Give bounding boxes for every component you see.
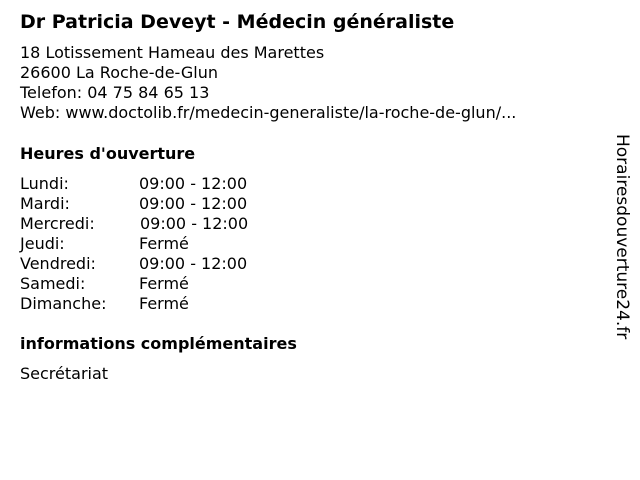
hours-row-thursday <box>20 234 248 254</box>
day-label: Jeudi: <box>20 234 65 253</box>
day-label: Dimanche: <box>20 294 107 313</box>
day-hours: 09:00 - 12:00 <box>139 194 248 213</box>
hours-row-saturday <box>20 274 248 294</box>
hours-row-wednesday <box>20 214 248 234</box>
site-brand-watermark: Horairesdouverture24.fr <box>612 134 632 340</box>
address-block <box>20 43 516 123</box>
city-address: 26600 La Roche-de-Glun <box>20 63 219 82</box>
page-title: Dr Patricia Deveyt - Médecin généraliste <box>20 11 455 33</box>
day-hours: Fermé <box>139 294 189 313</box>
hours-row-sunday <box>20 294 248 314</box>
day-label: Mardi: <box>20 194 70 213</box>
street-address: 18 Lotissement Hameau des Marettes <box>20 43 325 62</box>
day-hours: 09:00 - 12:00 <box>139 254 248 273</box>
day-label: Vendredi: <box>20 254 96 273</box>
day-hours: Fermé <box>139 234 189 253</box>
day-hours: 09:00 - 12:00 <box>140 214 249 233</box>
hours-row-monday <box>20 174 248 194</box>
hours-row-tuesday <box>20 194 248 214</box>
website-url: Web: www.doctolib.fr/medecin-generaliste/la-roche-de-glun/... <box>20 103 517 122</box>
day-label: Lundi: <box>20 174 69 193</box>
additional-info-heading: informations complémentaires <box>20 334 297 353</box>
day-label: Mercredi: <box>20 214 95 233</box>
day-hours: Fermé <box>139 274 189 293</box>
additional-info-text: Secrétariat <box>20 364 109 383</box>
opening-hours-heading: Heures d'ouverture <box>20 144 196 163</box>
hours-row-friday <box>20 254 248 274</box>
day-hours: 09:00 - 12:00 <box>139 174 248 193</box>
opening-hours-table <box>20 174 248 314</box>
day-label: Samedi: <box>20 274 86 293</box>
phone-number: Telefon: 04 75 84 65 13 <box>20 83 210 102</box>
